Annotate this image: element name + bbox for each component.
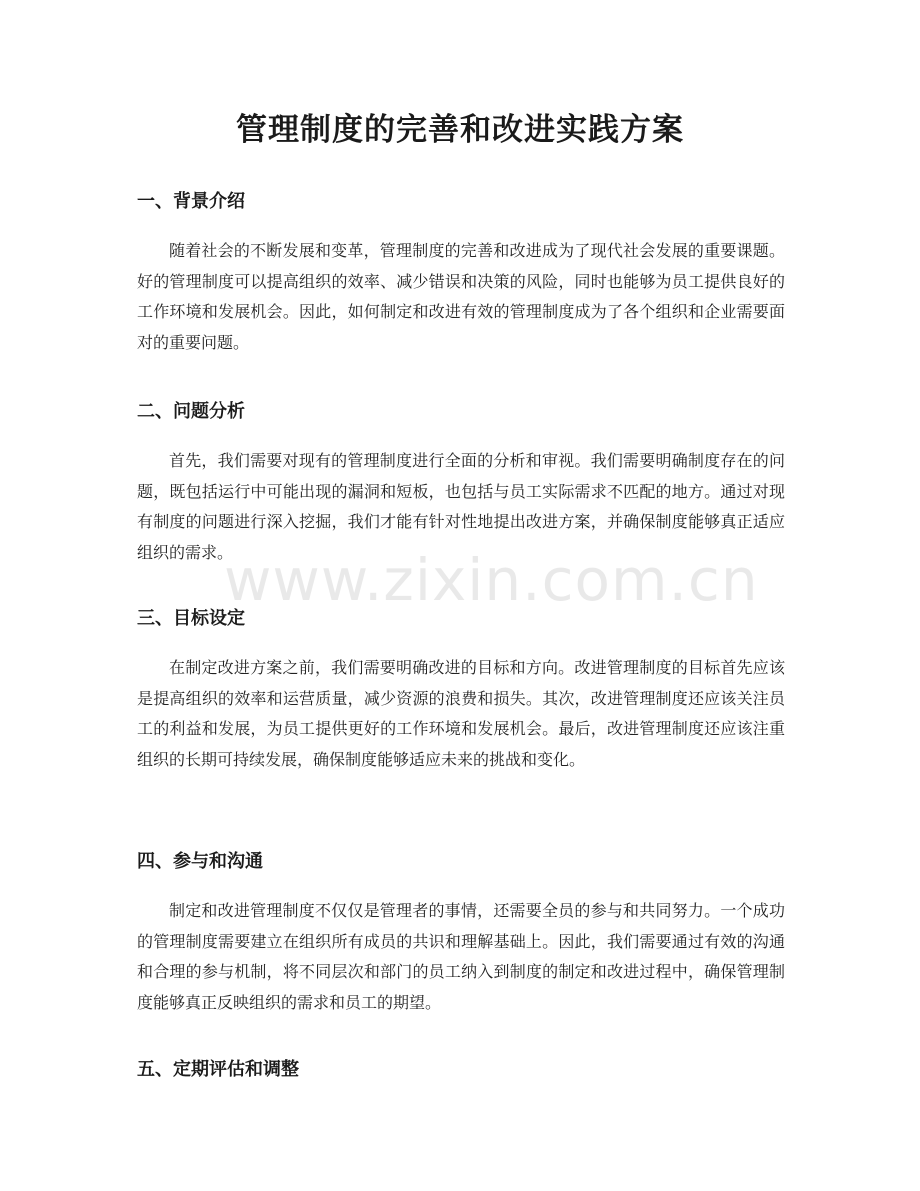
watermark-text: www.zixin.com.cn xyxy=(224,546,759,614)
section-heading-background: 一、背景介绍 xyxy=(137,191,245,212)
section-paragraph-participation: 制定和改进管理制度不仅仅是管理者的事情，还需要全员的参与和共同努力。一个成功的管理制度需要建立在组织所有成员的共识和理解基础上。因此，我们需要通过有效的沟通和合理的参与机制，将不同层次和部门的员工纳入到制度的制定和改进过程中，确保管理制度能够真正反映组织的需求和员工的期望。 xyxy=(137,901,785,1012)
section-heading-problem-analysis: 二、问题分析 xyxy=(137,401,245,422)
section-heading-goal-setting: 三、目标设定 xyxy=(137,608,245,629)
section-heading-participation: 四、参与和沟通 xyxy=(137,851,263,872)
section-paragraph-goal-setting: 在制定改进方案之前，我们需要明确改进的目标和方向。改进管理制度的目标首先应该是提高组织的效率和运营质量，减少资源的浪费和损失。其次，改进管理制度还应该关注员工的利益和发展，为员工提供更好的工作环境和发展机会。最后，改进管理制度还应该注重组织的长期可持续发展，确保制度能够适应未来的挑战和变化。 xyxy=(137,658,785,769)
section-paragraph-background: 随着社会的不断发展和变革，管理制度的完善和改进成为了现代社会发展的重要课题。好的管理制度可以提高组织的效率、减少错误和决策的风险，同时也能够为员工提供良好的工作环境和发展机会。因此，如何制定和改进有效的管理制度成为了各个组织和企业需要面对的重要问题。 xyxy=(137,241,785,352)
section-heading-evaluation: 五、定期评估和调整 xyxy=(137,1059,299,1080)
section-paragraph-problem-analysis: 首先，我们需要对现有的管理制度进行全面的分析和审视。我们需要明确制度存在的问题，既包括运行中可能出现的漏洞和短板，也包括与员工实际需求不匹配的地方。通过对现有制度的问题进行深入挖掘，我们才能有针对性地提出改进方案，并确保制度能够真正适应组织的需求。 xyxy=(137,451,785,562)
document-title: 管理制度的完善和改进实践方案 xyxy=(236,112,684,148)
